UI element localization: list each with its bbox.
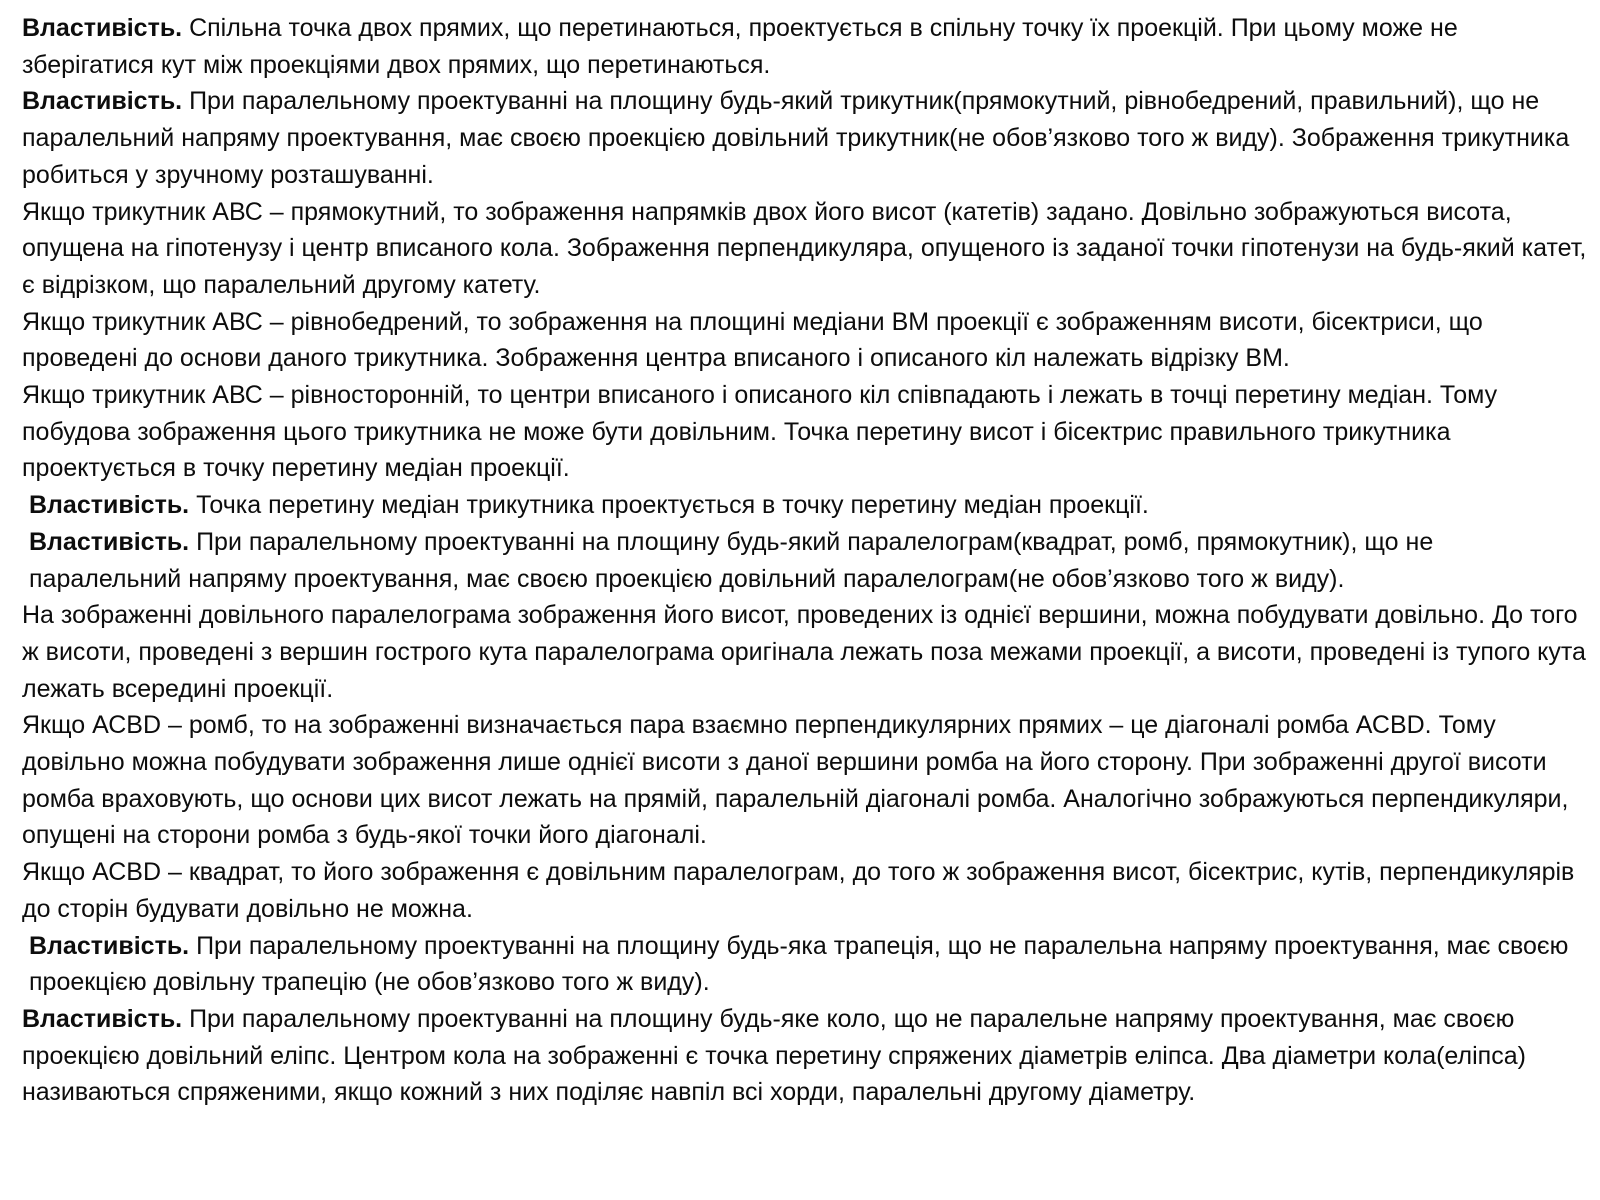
paragraph-text: При паралельному проектуванні на площину будь-яка трапеція, що не паралельна напряму проектування, має своєю проекцією довільну трапецію (не обов’язково того ж виду).	[29, 931, 1569, 997]
paragraph-text: При паралельному проектуванні на площину будь-який паралелограм(квадрат, ромб, прямокутник), що не паралельний напряму проектування, має своєю проекцією довільний паралелограм(не обов’язково того ж виду).	[29, 527, 1434, 593]
paragraph-text: При паралельному проектуванні на площину будь-який трикутник(прямокутний, рівнобедрений, правильний), що не паралельний напряму проектування, має своєю проекцією довільний трикутник(не обов’язково того ж виду). Зображення трикутника робиться у зручному розташуванні.	[22, 87, 1570, 189]
paragraph	[22, 487, 1590, 524]
property-label: Властивість.	[22, 14, 183, 42]
paragraph-text: Якщо трикутник АВС – рівносторонній, то центри вписаного і описаного кіл співпадають і лежать в точці перетину медіан. Тому побудова зображення цього трикутника не може бути довільним. Точка перетину висот і бісектрис правильного трикутника проектується в точку перетину медіан проекції.	[22, 381, 1498, 483]
paragraph-text: Якщо АСВD – квадрат, то його зображення є довільним паралелограм, до того ж зображення висот, бісектрис, кутів, перпендикулярів до сторін будувати довільно не можна.	[22, 858, 1575, 923]
paragraph-text: Точка перетину медіан трикутника проектується в точку перетину медіан проекції.	[189, 491, 1149, 520]
paragraph	[22, 1001, 1590, 1111]
property-label: Властивість.	[29, 931, 190, 960]
paragraph	[22, 524, 1590, 597]
property-label: Властивість.	[22, 1004, 183, 1033]
paragraph	[22, 707, 1590, 854]
paragraph	[22, 10, 1590, 83]
document-page	[22, 10, 1590, 1111]
paragraph-text: Якщо трикутник АВС – рівнобедрений, то зображення на площині медіани ВМ проекції є зображенням висоти, бісектриси, що проведені до основи даного трикутника. Зображення центра вписаного і описаного кіл належать відрізку ВМ.	[22, 307, 1483, 373]
paragraph	[22, 854, 1590, 927]
paragraph	[22, 377, 1590, 487]
property-label: Властивість.	[29, 527, 190, 556]
property-label: Властивість.	[22, 87, 183, 116]
paragraph	[22, 304, 1590, 377]
paragraph-text: Якщо трикутник АВС – прямокутний, то зображення напрямків двох його висот (катетів) задано. Довільно зображуються висота, опущена на гіпотенузу і центр вписаного кола. Зображення перпендикуляра, опущеного із заданої точки гіпотенузи на будь-який катет, є відрізком, що паралельний другому катету.	[22, 197, 1587, 299]
paragraph	[22, 194, 1590, 304]
paragraph-text: На зображенні довільного паралелограма зображення його висот, проведених із однієї вершини, можна побудувати довільно. До того ж висоти, проведені з вершин гострого кута паралелограма оригінала лежать поза межами проекції, а висоти, проведені із тупого кута лежать всередині проекції.	[22, 601, 1586, 703]
paragraph	[22, 928, 1590, 1001]
paragraph-text: Спільна точка двох прямих, що перетинаються, проектується в спільну точку їх проекцій. При цьому може не зберігатися кут між проекціями двох прямих, що перетинаються.	[22, 14, 1458, 79]
paragraph-text: Якщо АСВD – ромб, то на зображенні визначається пара взаємно перпендикулярних прямих – це діагоналі ромба АСВD. Тому довільно можна побудувати зображення лише однієї висоти з даної вершини ромба на його сторону. При зображенні другої висоти ромба враховують, що основи цих висот лежать на прямій, паралельній діагоналі ромба. Аналогічно зображуються перпендикуляри, опущені на сторони ромба з будь-якої точки його діагоналі.	[22, 711, 1569, 850]
paragraph-text: При паралельному проектуванні на площину будь-яке коло, що не паралельне напряму проектування, має своєю проекцією довільний еліпс. Центром кола на зображенні є точка перетину спряжених діаметрів еліпса. Два діаметри кола(еліпса) називаються спряженими, якщо кожний з них поділяє навпіл всі хорди, паралельні другому діаметру.	[22, 1004, 1526, 1107]
paragraph	[22, 597, 1590, 707]
paragraph	[22, 83, 1590, 193]
property-label: Властивість.	[29, 491, 190, 520]
